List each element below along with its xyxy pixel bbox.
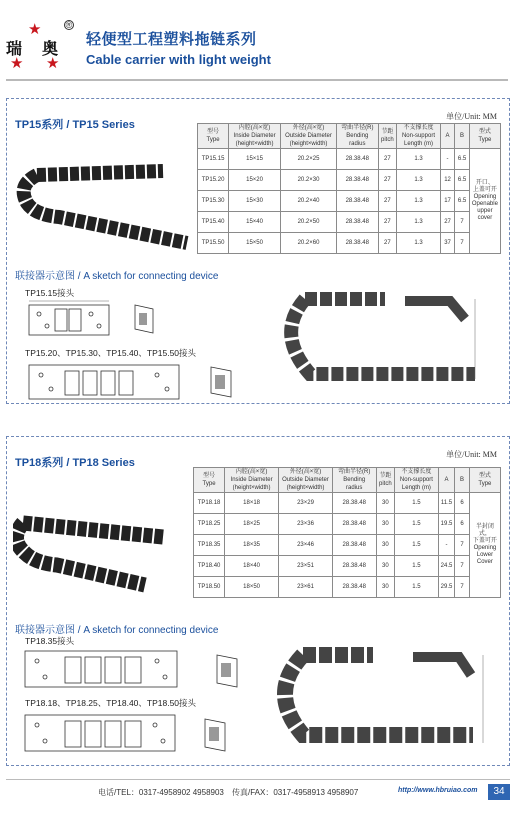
tp15-sketch-label-1: TP15.15接头: [25, 288, 75, 298]
column-header-outside: 外径(高×宽) Outside Diameter (height×width): [279, 468, 333, 493]
tp18-chain-illustration: [13, 501, 193, 611]
cell-inside: 18×40: [225, 556, 279, 577]
cell-model: TP15.40: [198, 212, 229, 233]
registered-mark: ®: [65, 20, 73, 30]
star-icon: ★: [46, 55, 60, 72]
cell-inside: 15×20: [229, 170, 281, 191]
tp18-sketch-label-1: TP18.35接头: [25, 636, 75, 646]
cell-support: 1.5: [395, 535, 439, 556]
cell-a: -: [440, 149, 455, 170]
cell-support: 1.5: [395, 493, 439, 514]
footer-tel: 电话/TEL：0317-4958902 4958903: [98, 788, 224, 797]
column-header-b: B: [455, 124, 470, 149]
cell-model: TP15.15: [198, 149, 229, 170]
cell-pitch: 27: [378, 191, 397, 212]
cell-b: 7: [455, 212, 470, 233]
page-footer: [0, 784, 514, 802]
tp15-chain-illustration: [13, 143, 193, 263]
tp18-connector-drawing-1: [21, 645, 251, 693]
cell-model: TP18.50: [194, 577, 225, 598]
company-logo: [6, 22, 74, 70]
cell-a: 11.5: [438, 493, 455, 514]
tp15-unit-label: 单位/Unit: MM: [446, 112, 497, 121]
cell-a: 29.5: [438, 577, 455, 598]
cell-inside: 18×25: [225, 514, 279, 535]
star-icon: ★: [28, 21, 42, 38]
cell-inside: 15×15: [229, 149, 281, 170]
table-row: [194, 493, 501, 514]
cell-inside: 18×35: [225, 535, 279, 556]
cell-bending: 28.38.48: [337, 191, 379, 212]
tp18-panel: [6, 436, 510, 766]
cell-pitch: 27: [378, 212, 397, 233]
cell-a: 17: [440, 191, 455, 212]
table-row: [198, 149, 501, 170]
tp18-spec-table: [193, 467, 501, 598]
cell-b: 7: [455, 233, 470, 254]
cell-outside: 20.2×60: [281, 233, 337, 254]
table-row: [194, 514, 501, 535]
cell-b: 6.5: [455, 191, 470, 212]
column-header-pitch: 节距 pitch: [378, 124, 397, 149]
footer-divider: [6, 779, 510, 780]
cell-support: 1.5: [395, 514, 439, 535]
tp18-unit-label: 单位/Unit: MM: [446, 450, 497, 459]
cell-model: TP18.18: [194, 493, 225, 514]
column-header-inside: 内腔(高×宽) Inside Diameter (height×width): [225, 468, 279, 493]
column-header-type: 型式 Type: [469, 124, 500, 149]
cell-outside: 23×51: [279, 556, 333, 577]
cell-support: 1.3: [397, 212, 441, 233]
table-row: [198, 212, 501, 233]
star-icon: ★: [10, 55, 24, 72]
cell-support: 1.3: [397, 233, 441, 254]
cell-b: 7: [455, 556, 470, 577]
cell-outside: 20.2×40: [281, 191, 337, 212]
cell-b: 6: [455, 514, 470, 535]
cell-model: TP18.25: [194, 514, 225, 535]
cell-bending: 28.38.48: [332, 514, 376, 535]
tp15-connector-drawing-1: [25, 299, 165, 341]
cell-inside: 18×50: [225, 577, 279, 598]
cell-inside: 15×30: [229, 191, 281, 212]
tp15-panel: [6, 98, 510, 404]
column-header-a: A: [440, 124, 455, 149]
cell-b: 7: [455, 535, 470, 556]
tp15-sketch-label-2: TP15.20、TP15.30、TP15.40、TP15.50接头: [25, 348, 197, 358]
cell-bending: 28.38.48: [332, 577, 376, 598]
column-header-a: A: [438, 468, 455, 493]
cell-b: 6: [455, 493, 470, 514]
table-row: [198, 191, 501, 212]
tp18-sketch-heading: 联接器示意图 / A sketch for connecting device: [15, 625, 219, 636]
column-header-bending: 弯曲半径(R) Bending radius: [337, 124, 379, 149]
cell-inside: 15×50: [229, 233, 281, 254]
table-row: [194, 577, 501, 598]
table-header-row: [198, 124, 501, 149]
cell-pitch: 27: [378, 149, 397, 170]
cell-a: 27: [440, 212, 455, 233]
cell-support: 1.5: [395, 556, 439, 577]
cell-a: 12: [440, 170, 455, 191]
cell-bending: 28.38.48: [337, 212, 379, 233]
cell-bending: 28.38.48: [337, 170, 379, 191]
footer-url-link[interactable]: http://www.hbruiao.com: [398, 787, 478, 794]
tp18-connector-drawing-2: [21, 709, 251, 759]
cell-pitch: 30: [376, 556, 395, 577]
tp15-series-title: TP15系列 / TP15 Series: [15, 119, 135, 131]
cell-inside: 18×18: [225, 493, 279, 514]
cell-model: TP15.30: [198, 191, 229, 212]
column-header-type: 型式 Type: [469, 468, 500, 493]
page-header: [0, 0, 514, 92]
column-header-support: 不支撑长度 Non-support Length (m): [395, 468, 439, 493]
cell-support: 1.3: [397, 149, 441, 170]
table-row: [194, 535, 501, 556]
cell-model: TP15.20: [198, 170, 229, 191]
cell-b: 7: [455, 577, 470, 598]
tp18-chain-bend-diagram: [263, 635, 503, 759]
cell-pitch: 30: [376, 514, 395, 535]
cell-outside: 23×46: [279, 535, 333, 556]
cell-b: 6.5: [455, 149, 470, 170]
tp15-sketch-heading: 联接器示意图 / A sketch for connecting device: [15, 271, 219, 282]
cell-outside: 23×36: [279, 514, 333, 535]
logo-char: 瑞: [6, 39, 23, 58]
table-header-row: [194, 468, 501, 493]
cell-b: 6.5: [455, 170, 470, 191]
column-header-outside: 外径(高×宽) Outside Diameter (height×width): [281, 124, 337, 149]
cell-bending: 28.38.48: [332, 535, 376, 556]
cell-outside: 20.2×25: [281, 149, 337, 170]
page-number: 34: [488, 784, 510, 800]
cell-type: 半封闭式， 下盖可开 Opening Lower Cover: [469, 493, 500, 598]
column-header-model: 型号 Type: [194, 468, 225, 493]
cell-model: TP18.40: [194, 556, 225, 577]
tp15-chain-bend-diagram: [275, 279, 495, 399]
page-title-cn: 轻便型工程塑料拖链系列: [86, 31, 257, 48]
table-row: [194, 556, 501, 577]
cell-support: 1.3: [397, 170, 441, 191]
cell-bending: 28.38.48: [337, 233, 379, 254]
tp18-sketch-label-2: TP18.18、TP18.25、TP18.40、TP18.50接头: [25, 698, 197, 708]
column-header-b: B: [455, 468, 470, 493]
cell-outside: 23×61: [279, 577, 333, 598]
column-header-inside: 内腔(高×宽) Inside Diameter (height×width): [229, 124, 281, 149]
column-header-support: 不支撑长度 Non-support Length (m): [397, 124, 441, 149]
cell-pitch: 27: [378, 170, 397, 191]
cell-outside: 20.2×50: [281, 212, 337, 233]
cell-a: 19.5: [438, 514, 455, 535]
cell-pitch: 30: [376, 535, 395, 556]
tp18-series-title: TP18系列 / TP18 Series: [15, 457, 135, 469]
cell-pitch: 27: [378, 233, 397, 254]
column-header-model: 型号 Type: [198, 124, 229, 149]
table-row: [198, 233, 501, 254]
tp15-spec-table: [197, 123, 501, 254]
cell-support: 1.5: [395, 577, 439, 598]
cell-pitch: 30: [376, 493, 395, 514]
header-divider: [6, 79, 508, 81]
cell-model: TP18.35: [194, 535, 225, 556]
page-title-en: Cable carrier with light weight: [86, 52, 271, 67]
cell-bending: 28.38.48: [337, 149, 379, 170]
cell-type: 开口、 上盖可开 Opening Openable upper cover: [469, 149, 500, 254]
cell-outside: 20.2×30: [281, 170, 337, 191]
cell-bending: 28.38.48: [332, 556, 376, 577]
logo-char: 奥: [42, 39, 59, 58]
cell-a: 24.5: [438, 556, 455, 577]
cell-inside: 15×40: [229, 212, 281, 233]
column-header-pitch: 节距 pitch: [376, 468, 395, 493]
cell-outside: 23×29: [279, 493, 333, 514]
tp15-connector-drawing-2: [25, 359, 245, 403]
footer-fax: 传真/FAX：0317-4958913 4958907: [232, 788, 359, 797]
table-row: [198, 170, 501, 191]
column-header-bending: 弯曲半径(R) Bending radius: [332, 468, 376, 493]
cell-model: TP15.50: [198, 233, 229, 254]
cell-bending: 28.38.48: [332, 493, 376, 514]
cell-pitch: 30: [376, 577, 395, 598]
cell-a: -: [438, 535, 455, 556]
cell-a: 37: [440, 233, 455, 254]
cell-support: 1.3: [397, 191, 441, 212]
